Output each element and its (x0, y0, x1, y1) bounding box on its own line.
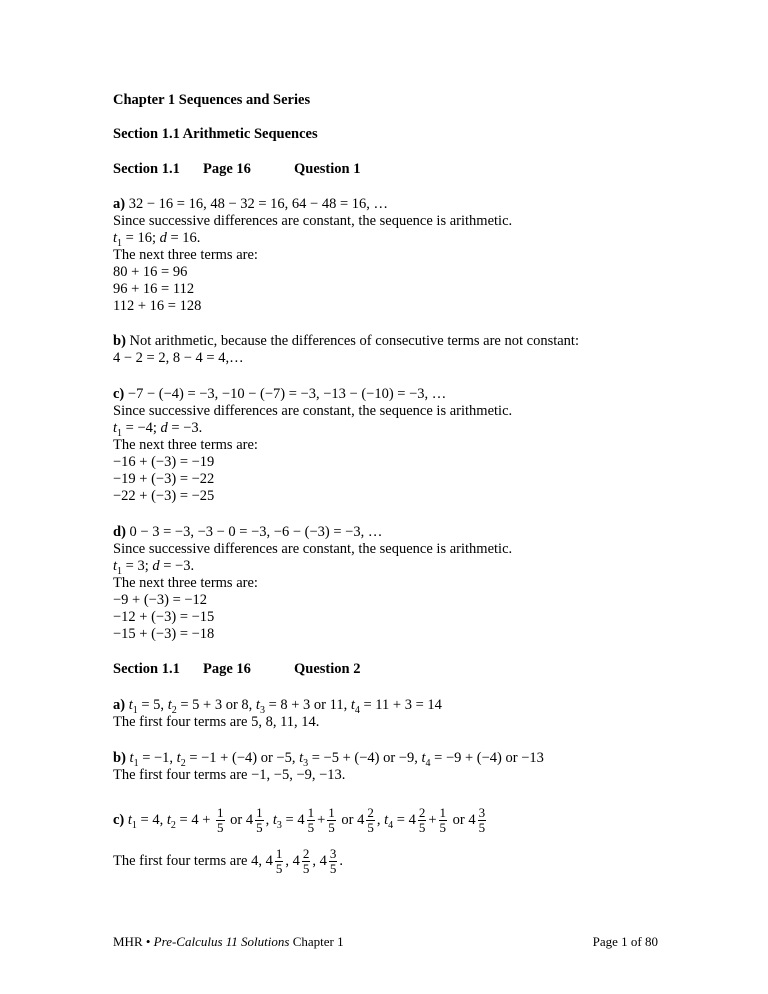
q1c-term-2: −19 + (−3) = −22 (113, 471, 215, 487)
q1b-label: b) (113, 333, 126, 349)
q1d-line1: d) 0 − 3 = −3, −3 − 0 = −3, −6 − (−3) = −3, … (113, 524, 383, 540)
q1d-label: d) (113, 524, 126, 540)
mixed-number: 4 $\frac{3}{5}$ (468, 805, 486, 836)
q2c-label: c) (113, 812, 125, 828)
fraction: $\frac{1}{5}$ (217, 805, 224, 836)
section-title: Section 1.1 Arithmetic Sequences (113, 126, 318, 142)
q1d-term-2: −12 + (−3) = −15 (113, 609, 215, 625)
q1d-term-1: −9 + (−3) = −12 (113, 592, 208, 608)
q2b-line1: b) $t_1 = -1$, $t_2 = -1 + (-4)$ or −5, $t_3 = -5 + (-4)$ or −9, $t_4 = -9 + (-4)$ or −13 (113, 750, 544, 769)
chapter-title: Chapter 1 Sequences and Series (113, 92, 311, 108)
q1a-term-3: 112 + 16 = 128 (113, 298, 202, 314)
q1-page: Page 16 (203, 161, 251, 177)
q1c-term-3: −22 + (−3) = −25 (113, 488, 215, 504)
mixed-number: 4 $\frac{2}{5}$ (292, 846, 310, 877)
q1-question: Question 1 (294, 161, 361, 177)
q2b-label: b) (113, 750, 126, 766)
q2a-label: a) (113, 697, 126, 713)
q1-section: Section 1.1 (113, 161, 180, 177)
q2-section: Section 1.1 (113, 661, 180, 677)
mixed-number: 4 $\frac{1}{5}$ (297, 805, 315, 836)
page-footer (113, 934, 658, 950)
q2a-line2: The first four terms are 5, 8, 11, 14. (113, 714, 320, 730)
mixed-number: 4 $\frac{3}{5}$ (319, 846, 337, 877)
q1a-term-1: 80 + 16 = 96 (113, 264, 188, 280)
q2-question: Question 2 (294, 661, 361, 677)
mixed-number: 4 $\frac{2}{5}$ (357, 805, 374, 836)
q1b-line2: 4 − 2 = 2, 8 − 4 = 4,… (113, 350, 244, 366)
mixed-number: 4 $\frac{1}{5}$ (265, 846, 283, 877)
q1c-line3: $t_1 = -4$; d = −3. (113, 420, 203, 439)
q1-header (113, 161, 513, 178)
footer-left: MHR • Pre-Calculus 11 Solutions Chapter 1 (113, 934, 344, 949)
q1c-line1: c) −7 − (−4) = −3, −10 − (−7) = −3, −13 − (−10) = −3, … (113, 386, 447, 402)
q1a-term-2: 96 + 16 = 112 (113, 281, 195, 297)
q2c-line2: The first four terms are 4, 4 $\frac{1}{5}$ , 4 $\frac{2}{5}$ , 4 $\frac{3}{5}$ . (113, 846, 343, 877)
q1a-line3: $t_1 = 16$; d = 16. (113, 230, 201, 249)
mixed-number: 4 $\frac{1}{5}$ (245, 805, 263, 836)
q1c-label: c) (113, 386, 125, 402)
q1c-line2: Since successive differences are constant, the sequence is arithmetic. (113, 403, 513, 419)
q1b-line1: b) Not arithmetic, because the differences of consecutive terms are not constant: (113, 333, 579, 349)
mixed-number: 4 $\frac{2}{5}$ (408, 805, 426, 836)
q1a-line1: a) 32 − 16 = 16, 48 − 32 = 16, 64 − 48 = 16, … (113, 196, 389, 212)
q2c-line1: c) $t_1 = 4$, $t_2 = 4$ + $\frac{1}{5}$ or 4 $\frac{1}{5}$ , $t_3 = 4$ $\frac{1}{5}$ + $\frac{1}{5}$ or 4 $\frac{2}{5}$ , $t_4 = 4$ $\frac{2}{5}$ + $\frac{1}{5}$ or 4 $\frac{3}{5}$ (113, 802, 488, 844)
q1d-line4: The next three terms are: (113, 575, 258, 591)
q1a-line4: The next three terms are: (113, 247, 258, 263)
q1d-term-3: −15 + (−3) = −18 (113, 626, 215, 642)
page-number: Page 1 of 80 (592, 934, 658, 949)
q2-page: Page 16 (203, 661, 251, 677)
q2-header (113, 661, 513, 678)
q2a-line1: a) $t_1 = 5$, $t_2 = 5 + 3$ or 8, $t_3 = 8 + 3$ or 11, $t_4 = 11 + 3 = 14$ (113, 697, 442, 716)
fraction: $\frac{1}{5}$ (439, 805, 446, 836)
q1d-line2: Since successive differences are constant, the sequence is arithmetic. (113, 541, 513, 557)
q1c-term-1: −16 + (−3) = −19 (113, 454, 215, 470)
q1a-label: a) (113, 196, 126, 212)
q1c-line4: The next three terms are: (113, 437, 258, 453)
q2b-line2: The first four terms are −1, −5, −9, −13. (113, 767, 346, 783)
fraction: $\frac{1}{5}$ (328, 805, 335, 836)
q1a-line2: Since successive differences are constant, the sequence is arithmetic. (113, 213, 513, 229)
q1d-line3: $t_1 = 3$; d = −3. (113, 558, 195, 577)
document-page (113, 0, 658, 994)
